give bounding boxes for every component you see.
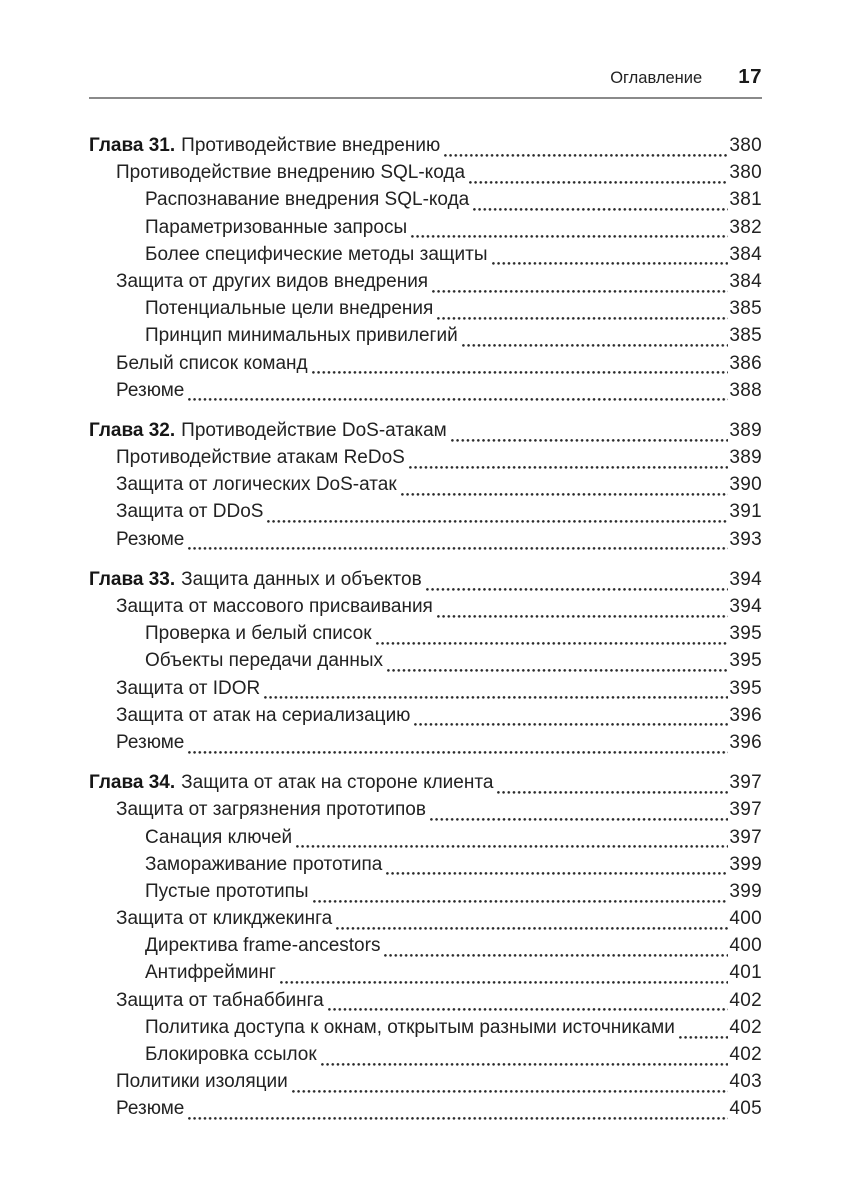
entry-page: 388 (729, 379, 762, 401)
dot-leader (280, 981, 728, 984)
entry-title: Защита от загрязнения прототипов (116, 799, 426, 821)
entry-title: Защита от атак на стороне клиента (181, 772, 494, 794)
toc-entry (89, 854, 762, 881)
dot-leader (376, 642, 729, 645)
entry-page: 385 (729, 298, 762, 320)
entry-page: 384 (729, 270, 762, 292)
dot-leader (414, 723, 728, 726)
entry-page: 401 (729, 962, 762, 984)
entry-title: Антифрейминг (145, 962, 276, 984)
dot-leader (313, 900, 729, 903)
toc-entry (89, 501, 762, 528)
entry-title: Защита от других видов внедрения (116, 270, 429, 292)
dot-leader (188, 398, 728, 401)
entry-page: 402 (729, 1016, 762, 1038)
toc-entry (89, 650, 762, 677)
entry-title: Санация ключей (145, 826, 293, 848)
entry-title: Пустые прототипы (145, 880, 309, 902)
toc-entry (89, 189, 762, 216)
toc-entry (89, 353, 762, 380)
entry-title: Защита от кликджекинга (116, 908, 333, 930)
entry-page: 384 (729, 243, 762, 265)
entry-page: 395 (729, 650, 762, 672)
entry-page: 382 (729, 216, 762, 238)
entry-title: Распознавание внедрения SQL-кода (145, 189, 470, 211)
entry-page: 396 (729, 731, 762, 753)
entry-title: Защита от IDOR (116, 677, 261, 699)
toc-section (89, 772, 762, 1125)
entry-title: Параметризованные запросы (145, 216, 408, 238)
toc-entry (89, 420, 762, 447)
entry-title: Политика доступа к окнам, открытым разными источниками (145, 1016, 675, 1038)
dot-leader (188, 1117, 728, 1120)
toc-entry (89, 1044, 762, 1071)
entry-page: 400 (729, 935, 762, 957)
toc-entry (89, 732, 762, 759)
toc-entry (89, 772, 762, 799)
entry-page: 400 (729, 908, 762, 930)
toc-entry (89, 298, 762, 325)
entry-title: Белый список команд (116, 352, 308, 374)
dot-leader (312, 371, 729, 374)
header-page-number: 17 (738, 65, 762, 88)
toc-entry (89, 217, 762, 244)
dot-leader (188, 547, 728, 550)
toc-entry (89, 244, 762, 271)
toc-entry (89, 990, 762, 1017)
entry-title: Замораживание прототипа (145, 853, 383, 875)
dot-leader (409, 466, 729, 469)
entry-title: Противодействие DoS-атакам (181, 419, 447, 441)
entry-page: 385 (729, 325, 762, 347)
toc-entry (89, 962, 762, 989)
entry-title: Проверка и белый список (145, 623, 372, 645)
entry-page: 402 (729, 1044, 762, 1065)
entry-page: 405 (729, 1098, 762, 1120)
entry-title: Блокировка ссылок (145, 1044, 317, 1065)
entry-page: 394 (729, 596, 762, 617)
toc-entry (89, 881, 762, 908)
entry-page: 397 (729, 799, 762, 821)
entry-page: 381 (729, 189, 762, 211)
dot-leader (321, 1063, 729, 1066)
entry-page: 389 (729, 419, 762, 441)
dot-leader (430, 818, 728, 821)
toc-entry (89, 705, 762, 732)
entry-page: 402 (729, 989, 762, 1011)
entry-title: Резюме (116, 528, 185, 550)
dot-leader (679, 1036, 729, 1039)
dot-leader (336, 927, 728, 930)
entry-page: 399 (729, 853, 762, 875)
toc-entry (89, 908, 762, 935)
chapter-prefix: Глава 33. (89, 568, 176, 590)
toc-entry (89, 529, 762, 556)
entry-title: Принцип минимальных привилегий (145, 325, 458, 347)
dot-leader (444, 154, 728, 157)
dot-leader (264, 696, 728, 699)
entry-title: Резюме (116, 379, 185, 401)
entry-title: Резюме (116, 1098, 185, 1120)
dot-leader (426, 588, 729, 591)
entry-page: 380 (729, 162, 762, 184)
entry-page: 389 (729, 447, 762, 469)
entry-title: Более специфические методы защиты (145, 243, 488, 265)
toc-section (89, 135, 762, 407)
entry-page: 380 (729, 135, 762, 156)
entry-title: Политики изоляции (116, 1071, 288, 1093)
entry-page: 403 (729, 1071, 762, 1093)
dot-leader (497, 791, 728, 794)
entry-title: Защита от атак на сериализацию (116, 704, 411, 726)
toc-entry (89, 1017, 762, 1044)
toc-section (89, 420, 762, 556)
dot-leader (432, 290, 728, 293)
dot-leader (473, 208, 728, 211)
toc-entry (89, 447, 762, 474)
toc-entry (89, 135, 762, 162)
entry-page: 391 (729, 501, 762, 523)
dot-leader (451, 439, 729, 442)
entry-page: 397 (729, 826, 762, 848)
header-rule (89, 97, 762, 99)
dot-leader (462, 344, 729, 347)
dot-leader (267, 520, 728, 523)
entry-title: Объекты передачи данных (145, 650, 384, 672)
entry-page: 393 (729, 528, 762, 550)
dot-leader (292, 1090, 729, 1093)
dot-leader (387, 669, 728, 672)
entry-title: Защита от логических DoS-атак (116, 474, 397, 496)
dot-leader (492, 262, 729, 265)
running-title: Оглавление (610, 69, 703, 87)
entry-page: 390 (729, 474, 762, 496)
entry-page: 396 (729, 704, 762, 726)
chapter-prefix: Глава 31. (89, 135, 176, 156)
dot-leader (437, 615, 729, 618)
toc-entry (89, 325, 762, 352)
entry-title: Защита от табнаббинга (116, 989, 324, 1011)
entry-title: Противодействие внедрению SQL-кода (116, 162, 466, 184)
dot-leader (437, 317, 728, 320)
entry-title: Директива frame-ancestors (145, 935, 381, 957)
entry-page: 399 (729, 880, 762, 902)
chapter-prefix: Глава 32. (89, 419, 176, 441)
book-page (89, 0, 762, 1126)
dot-leader (411, 235, 728, 238)
entry-page: 397 (729, 772, 762, 794)
toc-entry (89, 596, 762, 623)
entry-page: 394 (729, 568, 762, 590)
dot-leader (384, 954, 728, 957)
dot-leader (328, 1008, 729, 1011)
toc-entry (89, 380, 762, 407)
toc-entry (89, 162, 762, 189)
toc-list (89, 135, 762, 1126)
toc-entry (89, 569, 762, 596)
toc-entry (89, 827, 762, 854)
entry-title: Противодействие внедрению (181, 135, 441, 156)
dot-leader (386, 872, 728, 875)
entry-title: Потенциальные цели внедрения (145, 298, 434, 320)
dot-leader (296, 845, 728, 848)
toc-entry (89, 799, 762, 826)
toc-entry (89, 1098, 762, 1125)
entry-title: Защита данных и объектов (181, 568, 422, 590)
entry-title: Защита от DDoS (116, 501, 264, 523)
toc-section (89, 569, 762, 759)
dot-leader (188, 751, 728, 754)
toc-entry (89, 623, 762, 650)
toc-entry (89, 935, 762, 962)
page-header (89, 0, 762, 89)
toc-entry (89, 1071, 762, 1098)
toc-entry (89, 678, 762, 705)
dot-leader (469, 181, 728, 184)
chapter-prefix: Глава 34. (89, 772, 176, 794)
entry-title: Защита от массового присваивания (116, 596, 433, 617)
toc-entry (89, 271, 762, 298)
entry-page: 395 (729, 623, 762, 645)
toc-entry (89, 474, 762, 501)
entry-title: Резюме (116, 731, 185, 753)
dot-leader (401, 493, 729, 496)
entry-page: 386 (729, 352, 762, 374)
entry-title: Противодействие атакам ReDoS (116, 447, 405, 469)
entry-page: 395 (729, 677, 762, 699)
